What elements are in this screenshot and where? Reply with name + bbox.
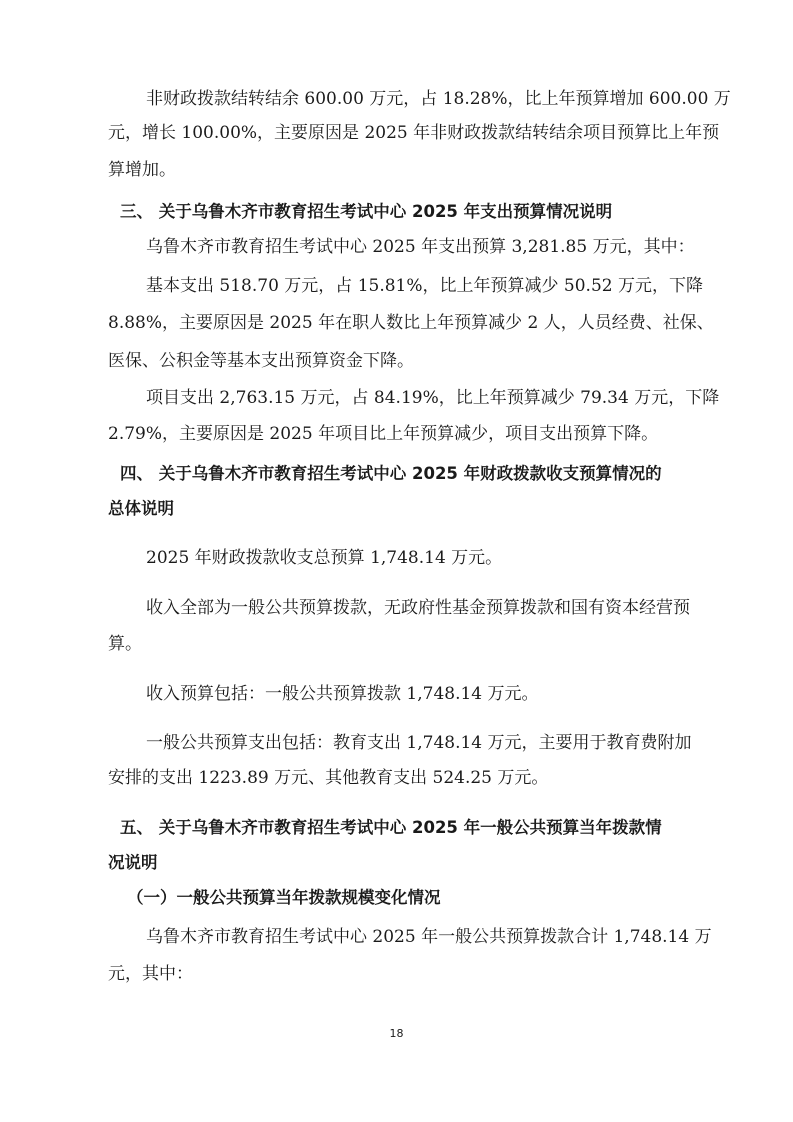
paragraph-line: 非财政拨款结转结余 600.00 万元，占 18.28%，比上年预算增加 600.00 万 bbox=[146, 89, 731, 109]
paragraph-line: 2025 年财政拨款收支总预算 1,748.14 万元。 bbox=[146, 548, 503, 568]
section-heading-4: 四、 关于乌鲁木齐市教育招生考试中心 2025 年财政拨款收支预算情况的 bbox=[120, 464, 662, 483]
paragraph-line: 2.79%，主要原因是 2025 年项目比上年预算减少，项目支出预算下降。 bbox=[108, 424, 659, 444]
paragraph-line: 8.88%，主要原因是 2025 年在职人数比上年预算减少 2 人，人员经费、社保、 bbox=[108, 313, 714, 333]
paragraph-line: 乌鲁木齐市教育招生考试中心 2025 年支出预算 3,281.85 万元，其中： bbox=[146, 237, 695, 257]
paragraph-line: 元，增长 100.00%，主要原因是 2025 年非财政拨款结转结余项目预算比上年预 bbox=[108, 123, 720, 143]
paragraph-line: 项目支出 2,763.15 万元，占 84.19%，比上年预算减少 79.34 万元，下降 bbox=[146, 388, 720, 408]
page-number: 18 bbox=[389, 1027, 404, 1040]
paragraph-line: 算。 bbox=[108, 634, 142, 654]
paragraph-line: 元，其中： bbox=[108, 964, 193, 984]
section-heading-5-cont: 况说明 bbox=[108, 853, 158, 872]
section-heading-3: 三、 关于乌鲁木齐市教育招生考试中心 2025 年支出预算情况说明 bbox=[120, 202, 613, 221]
section-heading-5: 五、 关于乌鲁木齐市教育招生考试中心 2025 年一般公共预算当年拨款情 bbox=[120, 818, 662, 837]
subsection-heading: （一）一般公共预算当年拨款规模变化情况 bbox=[127, 888, 441, 907]
paragraph-line: 医保、公积金等基本支出预算资金下降。 bbox=[108, 351, 414, 371]
section-heading-4-cont: 总体说明 bbox=[108, 499, 174, 518]
paragraph-line: 安排的支出 1223.89 万元、其他教育支出 524.25 万元。 bbox=[108, 768, 549, 788]
paragraph-line: 基本支出 518.70 万元，占 15.81%，比上年预算减少 50.52 万元，下降 bbox=[146, 276, 703, 296]
paragraph-line: 算增加。 bbox=[108, 160, 176, 180]
paragraph-line: 收入预算包括：一般公共预算拨款 1,748.14 万元。 bbox=[146, 684, 539, 704]
paragraph-line: 一般公共预算支出包括：教育支出 1,748.14 万元，主要用于教育费附加 bbox=[146, 733, 692, 753]
paragraph-line: 收入全部为一般公共预算拨款，无政府性基金预算拨款和国有资本经营预 bbox=[146, 598, 690, 618]
paragraph-line: 乌鲁木齐市教育招生考试中心 2025 年一般公共预算拨款合计 1,748.14 万 bbox=[146, 927, 712, 947]
